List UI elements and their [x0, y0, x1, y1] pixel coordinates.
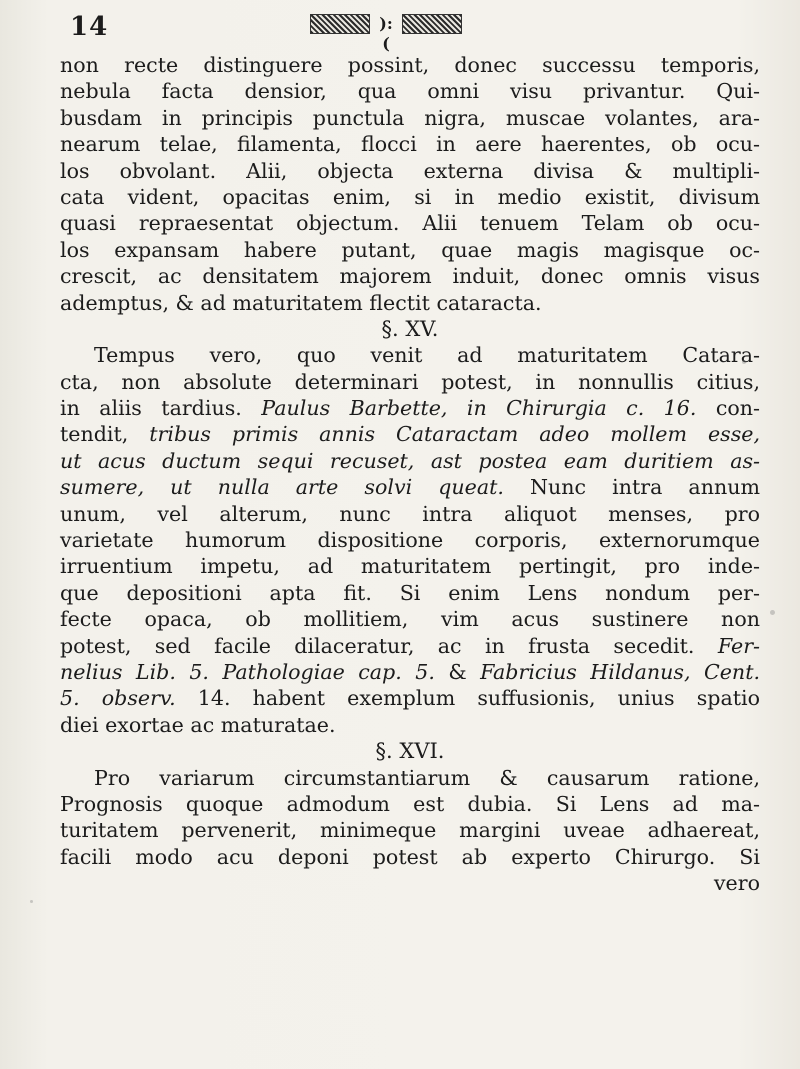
- text-segment: Nunc intra annum: [530, 475, 761, 500]
- text-line: [60, 395, 760, 421]
- text-segment: potest, sed facile dilaceratur, ac in frusta secedit.: [60, 633, 695, 658]
- citation: 5. observ.: [60, 686, 176, 711]
- text-line: ademptus, & ad maturitatem flectit cataracta.: [60, 290, 542, 315]
- text-line: los expansam habere putant, quae magis magisque oc-: [60, 237, 760, 262]
- section-heading-xvi: §. XVI.: [375, 739, 445, 764]
- text-line: busdam in principis punctula nigra, muscae volantes, ara-: [60, 105, 760, 130]
- page-number: 14: [70, 12, 109, 42]
- text-line: nearum telae, filamenta, flocci in aere haerentes, ob ocu-: [60, 132, 760, 157]
- text-line: Tempus vero, quo venit ad maturitatem Catara-: [94, 343, 760, 368]
- text-segment: in aliis tardius.: [60, 396, 242, 421]
- text-line: quasi repraesentat objectum. Alii tenuem Telam ob ocu-: [60, 211, 760, 236]
- text-line: [60, 421, 760, 447]
- text-line: [60, 659, 760, 685]
- text-line: unum, vel alterum, nunc intra aliquot menses, pro: [60, 501, 760, 526]
- text-line: cta, non absolute determinari potest, in nonnullis citius,: [60, 369, 760, 394]
- paper-speck: [770, 610, 775, 615]
- text-line: los obvolant. Alii, objecta externa divisa & multipli-: [60, 158, 760, 183]
- quotation: tribus primis annis Cataractam adeo mollem esse,: [149, 422, 760, 447]
- quotation-line: ut acus ductum sequi recuset, ast postea eam duritiem as-: [60, 448, 760, 473]
- quotation: sumere, ut nulla arte solvi queat.: [60, 475, 504, 500]
- text-line: crescit, ac densitatem majorem induit, donec omnis visus: [60, 264, 760, 289]
- text-line: irruentium impetu, ad maturitatem pertingit, pro inde-: [60, 554, 760, 579]
- ornament-left-icon: [310, 14, 370, 34]
- text-line: non recte distinguere possint, donec successu temporis,: [60, 53, 760, 77]
- text-line: fecte opaca, ob mollitiem, vim acus sustinere non: [60, 607, 760, 632]
- section-heading-xv: §. XV.: [381, 316, 439, 341]
- text-line: nebula facta densior, qua omni visu privantur. Qui-: [60, 79, 760, 104]
- page-header: [70, 8, 750, 53]
- paper-speck: [30, 900, 33, 903]
- citation: Fabricius Hildanus, Cent.: [480, 659, 761, 684]
- text-line: facili modo acu deponi potest ab experto Chirurgo. Si: [60, 844, 760, 869]
- ornament-center: ):(: [379, 14, 393, 53]
- text-line: diei exortae ac maturatae.: [60, 712, 336, 737]
- text-segment: 14. habent exemplum suffusionis, unius spatio: [197, 686, 760, 711]
- citation: Paulus Barbette, in Chirurgia c. 16.: [261, 396, 697, 421]
- text-line: Pro variarum circumstantiarum & causarum ratione,: [94, 765, 760, 790]
- text-segment: con-: [715, 396, 761, 421]
- text-line: [60, 685, 760, 711]
- text-segment: &: [448, 659, 467, 684]
- catchword: vero: [713, 871, 760, 896]
- citation: Fer-: [717, 633, 761, 658]
- text-line: varietate humorum dispositione corporis, externorumque: [60, 528, 760, 553]
- paper-speck: [742, 360, 746, 364]
- header-ornament: [310, 14, 462, 53]
- text-line: Prognosis quoque admodum est dubia. Si Lens ad ma-: [60, 791, 760, 816]
- text-line: cata vident, opacitas enim, si in medio existit, divisum: [60, 184, 760, 209]
- ornament-right-icon: [402, 14, 462, 34]
- text-line: [60, 633, 760, 659]
- text-segment: tendit,: [60, 422, 129, 447]
- citation: nelius Lib. 5. Pathologiae cap. 5.: [60, 659, 435, 684]
- body-text: [60, 52, 760, 897]
- text-line: turitatem pervenerit, minimeque margini uveae adhaereat,: [60, 818, 760, 843]
- text-line: [60, 474, 760, 500]
- text-line: que depositioni apta fit. Si enim Lens nondum per-: [60, 580, 760, 605]
